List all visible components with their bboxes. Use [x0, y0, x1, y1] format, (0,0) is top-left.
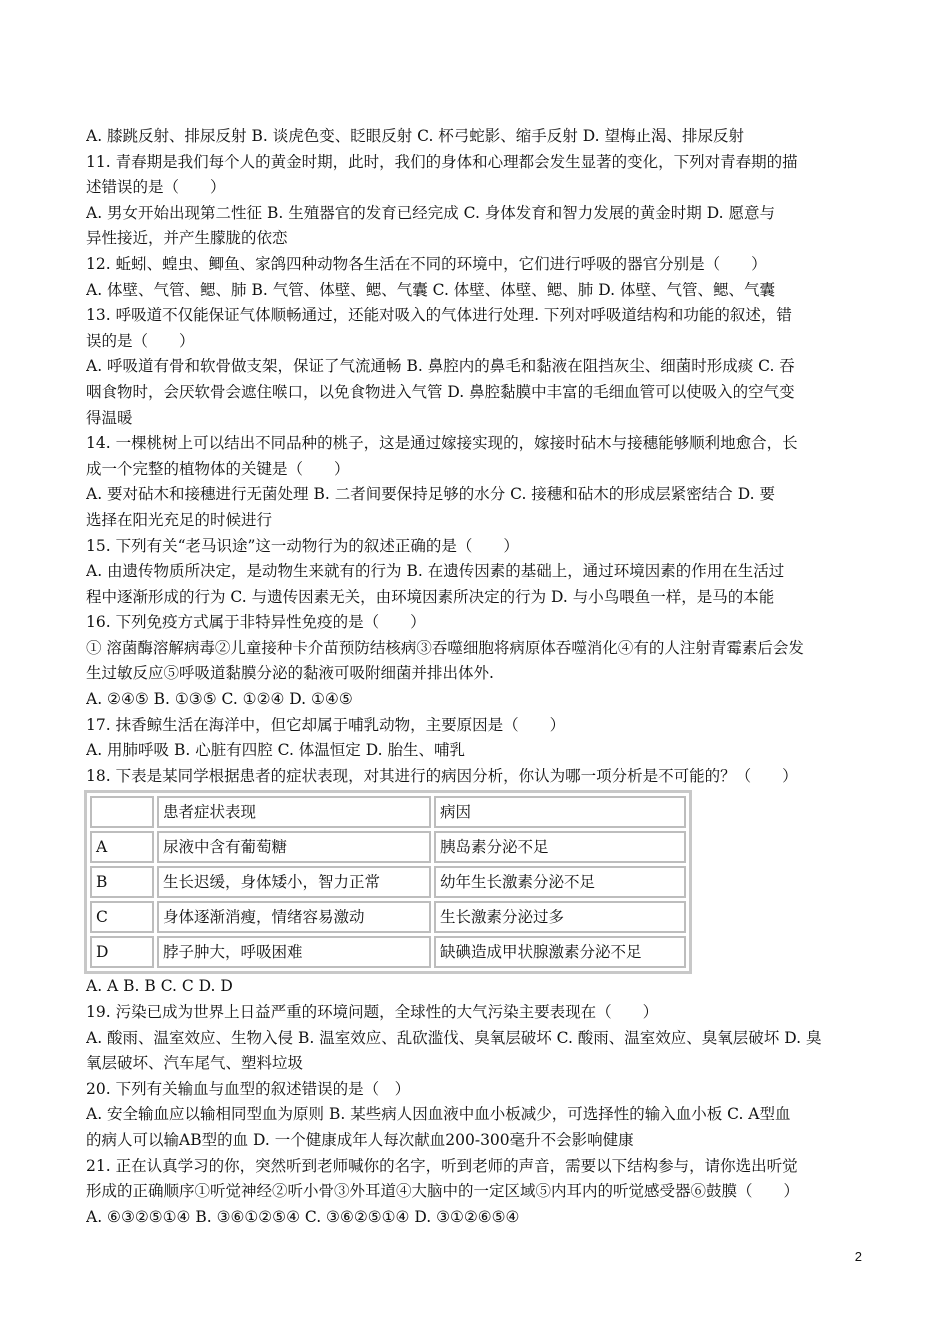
table-cell: B: [90, 866, 154, 898]
text-line: 生过敏反应⑤呼吸道黏膜分泌的黏液可吸附细菌并排出体外.: [86, 664, 494, 683]
page-content: [86, 124, 876, 1230]
text-line: A. 安全输血应以输相同型血为原则 B. 某些病人因血液中血小板减少，可选择性的输入血小板 C. A型血: [86, 1105, 791, 1124]
table-header-row: [90, 796, 686, 828]
text-line: 12. 蚯蚓、蝗虫、鲫鱼、家鸽四种动物各生活在不同的环境中，它们进行呼吸的器官分别是（ ）: [86, 254, 767, 273]
table-header-cell: 患者症状表现: [157, 796, 431, 828]
page-number: 2: [854, 1249, 862, 1264]
table-cell: A: [90, 831, 154, 863]
text-line: 11. 青春期是我们每个人的黄金时期，此时，我们的身体和心理都会发生显著的变化，下列对青春期的描: [86, 152, 798, 171]
table-cell: C: [90, 901, 154, 933]
text-line: A. 体壁、气管、鳃、肺 B. 气管、体壁、鳃、气囊 C. 体壁、体壁、鳃、肺 D. 体壁、气管、鳃、气囊: [86, 280, 775, 299]
text-line: 异性接近，并产生朦胧的依恋: [86, 229, 288, 248]
text-line: A. 用肺呼吸 B. 心脏有四腔 C. 体温恒定 D. 胎生、哺乳: [86, 741, 465, 760]
table-header-cell: 病因: [434, 796, 686, 828]
table-header-cell: [90, 796, 154, 828]
text-line: 氧层破坏、汽车尾气、塑料垃圾: [86, 1054, 304, 1073]
table-cell: 身体逐渐消瘦，情绪容易激动: [157, 901, 431, 933]
text-line: 程中逐渐形成的行为 C. 与遗传因素无关，由环境因素所决定的行为 D. 与小鸟喂鱼一样，是马的本能: [86, 587, 775, 606]
table-cell: 幼年生长激素分泌不足: [434, 866, 686, 898]
text-line: 得温暖: [86, 408, 133, 427]
table-cell: 胰岛素分泌不足: [434, 831, 686, 863]
text-line: 误的是（ ）: [86, 331, 195, 350]
text-line: 成一个完整的植物体的关键是（ ）: [86, 459, 350, 478]
table-cell: 生长迟缓，身体矮小，智力正常: [157, 866, 431, 898]
table-row: [90, 831, 686, 863]
table-cell: 脖子肿大，呼吸困难: [157, 936, 431, 968]
text-line: 14. 一棵桃树上可以结出不同品种的桃子，这是通过嫁接实现的，嫁接时砧木与接穗能够顺利地愈合，长: [86, 434, 798, 453]
table-cell: 缺碘造成甲状腺激素分泌不足: [434, 936, 686, 968]
table-cell: 生长激素分泌过多: [434, 901, 686, 933]
table-cell: D: [90, 936, 154, 968]
text-line: 18. 下表是某同学根据患者的症状表现，对其进行的病因分析，你认为哪一项分析是不可能的？（ ）: [86, 766, 798, 785]
text-line: A. 要对砧木和接穗进行无菌处理 B. 二者间要保持足够的水分 C. 接穗和砧木的形成层紧密结合 D. 要: [86, 485, 775, 504]
text-line: A. 由遗传物质所决定，是动物生来就有的行为 B. 在遗传因素的基础上，通过环境因素的作用在生活过: [86, 562, 785, 581]
text-line: A. ②④⑤ B. ①③⑤ C. ①②④ D. ①④⑤: [86, 690, 353, 709]
text-line: 13. 呼吸道不仅能保证气体顺畅通过，还能对吸入的气体进行处理. 下列对呼吸道结构和功能的叙述，错: [86, 306, 792, 325]
text-line: A. 呼吸道有骨和软骨做支架，保证了气流通畅 B. 鼻腔内的鼻毛和黏液在阻挡灰尘、细菌时形成痰 C. 吞: [86, 357, 795, 376]
text-line: 19. 污染已成为世界上日益严重的环境问题，全球性的大气污染主要表现在（ ）: [86, 1003, 659, 1022]
text-line: A. 酸雨、温室效应、生物入侵 B. 温室效应、乱砍滥伐、臭氧层破坏 C. 酸雨、温室效应、臭氧层破坏 D. 臭: [86, 1028, 822, 1047]
text-line: 17. 抹香鲸生活在海洋中，但它却属于哺乳动物，主要原因是（ ）: [86, 715, 566, 734]
table-row: [90, 866, 686, 898]
text-line: 16. 下列免疫方式属于非特异性免疫的是（ ）: [86, 613, 426, 632]
text-line: 的病人可以输AB型的血 D. 一个健康成年人每次献血200-300毫升不会影响健康: [86, 1131, 634, 1149]
text-line: 选择在阳光充足的时候进行: [86, 510, 273, 529]
text-line: 15. 下列有关“老马识途”这一动物行为的叙述正确的是（ ）: [86, 536, 519, 555]
table-row: [90, 901, 686, 933]
table-cell: 尿液中含有葡萄糖: [157, 831, 431, 863]
text-line: A. 男女开始出现第二性征 B. 生殖器官的发育已经完成 C. 身体发育和智力发展的黄金时期 D. 愿意与: [86, 203, 775, 222]
text-line: 咽食物时，会厌软骨会遮住喉口，以免食物进入气管 D. 鼻腔黏膜中丰富的毛细血管可以使吸入的空气变: [86, 382, 795, 401]
text-line: ① 溶菌酶溶解病毒②儿童接种卡介苗预防结核病③吞噬细胞将病原体吞噬消化④有的人注射青霉素后会发: [86, 638, 804, 657]
text-line: 述错误的是（ ）: [86, 178, 226, 197]
text-line: 21. 正在认真学习的你，突然听到老师喊你的名字，听到老师的声音，需要以下结构参与，请你选出听觉: [86, 1156, 798, 1175]
table-row: [90, 936, 686, 968]
text-line: 20. 下列有关输血与血型的叙述错误的是（ ）: [86, 1079, 411, 1098]
text-line: A. 膝跳反射、排尿反射 B. 谈虎色变、眨眼反射 C. 杯弓蛇影、缩手反射 D. 望梅止渴、排尿反射: [86, 127, 744, 145]
diagnosis-table: [84, 790, 692, 974]
text-line: A. ⑥③②⑤①④ B. ③⑥①②⑤④ C. ③⑥②⑤①④ D. ③①②⑥⑤④: [86, 1207, 520, 1226]
text-line: A. A B. B C. C D. D: [86, 977, 233, 996]
text-line: 形成的正确顺序①听觉神经②听小骨③外耳道④大脑中的一定区域⑤内耳内的听觉感受器⑥鼓膜（ ）: [86, 1182, 800, 1201]
